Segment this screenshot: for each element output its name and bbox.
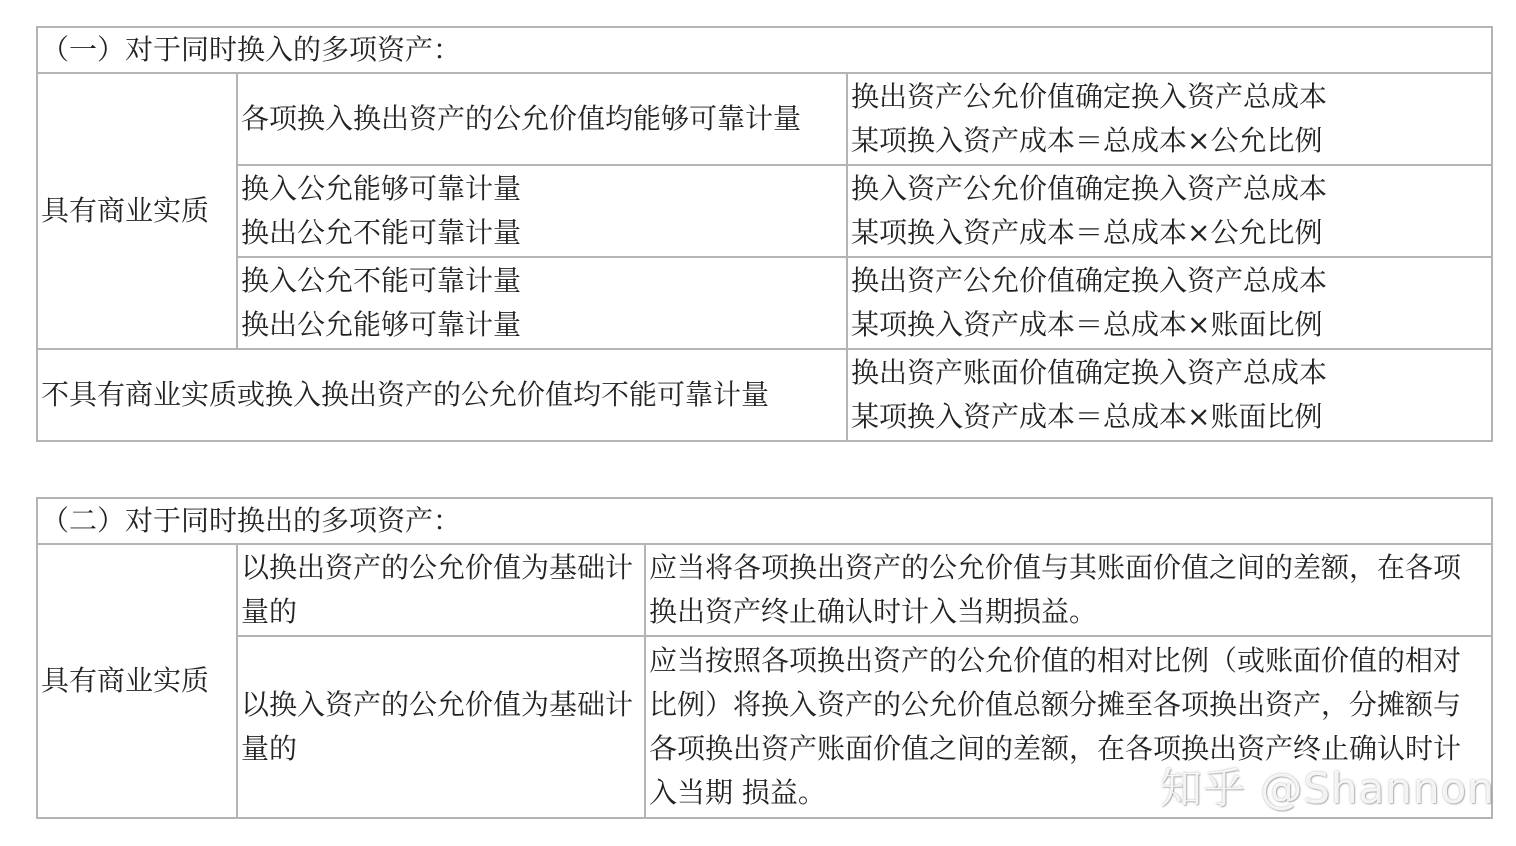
no-commercial-substance-label: 不具有商业实质或换入换出资产的公允价值均不能可靠计量: [37, 349, 847, 441]
condition-line: 换出公允不能可靠计量: [241, 216, 522, 249]
condition-line: 换入公允不能可靠计量: [241, 264, 522, 297]
condition-cell: [237, 165, 847, 257]
condition-line: 换入公允能够可靠计量: [241, 172, 522, 205]
treatment-cell: [847, 73, 1492, 165]
treatment-line: 某项换入资产成本＝总成本×账面比例: [851, 308, 1323, 341]
condition-line: 换出公允能够可靠计量: [241, 308, 522, 341]
commercial-substance-label: 具有商业实质: [37, 544, 237, 818]
condition-line: 各项换入换出资产的公允价值均能够可靠计量: [241, 102, 802, 135]
condition-cell: [237, 257, 847, 349]
condition-cell: [237, 73, 847, 165]
table2-title: （二）对于同时换出的多项资产：: [37, 498, 1492, 544]
treatment-cell: [847, 165, 1492, 257]
treatment-line: 换出资产账面价值确定换入资产总成本: [851, 356, 1328, 389]
commercial-substance-label: 具有商业实质: [37, 73, 237, 349]
treatment-cell: 应当按照各项换出资产的公允价值的相对比例（或账面价值的相对比例）将换入资产的公允价值总额分摊至各项换出资产，分摊额与各项换出资产账面价值之间的差额，在各项换出资产终止确认时计入当期 损益。: [645, 636, 1492, 818]
treatment-line: 换出资产公允价值确定换入资产总成本: [851, 264, 1328, 297]
multi-asset-exchange-in-table: [36, 26, 1493, 442]
zhihu-watermark: 知乎 @Shannon: [1160, 764, 1495, 813]
condition-cell: 以换出资产的公允价值为基础计量的: [237, 544, 645, 636]
treatment-line: 某项换入资产成本＝总成本×公允比例: [851, 124, 1323, 157]
treatment-line: 某项换入资产成本＝总成本×公允比例: [851, 216, 1323, 249]
treatment-line: 换入资产公允价值确定换入资产总成本: [851, 172, 1328, 205]
treatment-line: 换出资产公允价值确定换入资产总成本: [851, 80, 1328, 113]
treatment-cell: [847, 257, 1492, 349]
treatment-cell: 应当将各项换出资产的公允价值与其账面价值之间的差额，在各项换出资产终止确认时计入当期损益。: [645, 544, 1492, 636]
table1-title: （一）对于同时换入的多项资产：: [37, 27, 1492, 73]
treatment-line: 某项换入资产成本＝总成本×账面比例: [851, 400, 1323, 433]
condition-cell: 以换入资产的公允价值为基础计量的: [237, 636, 645, 818]
treatment-cell: [847, 349, 1492, 441]
